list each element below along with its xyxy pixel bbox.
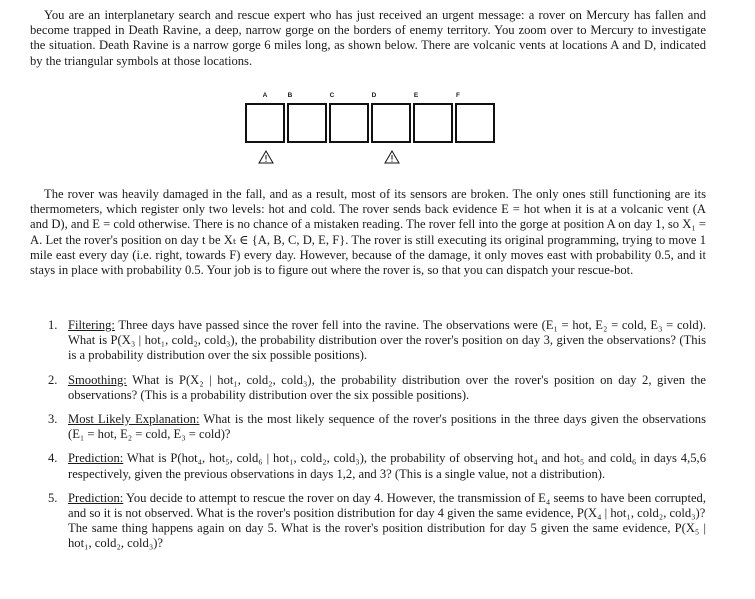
- rover-text: The rover was heavily damaged in the fall, and as a result, most of its sensors are broken. The only ones still functioning are its thermometers, which register only two levels: hot and cold. The rover sends back evidence E = hot when it is at a volcanic vent (A and D), and E = cold otherwise. There is no chance of a mistaken reading. The rover fell into the gorge at position A on day 1, so X₁ = A. Let the rover's position on day t be Xₜ ∈ {A, B, C, D, E, F}. The rover is still executing its original programming, trying to move 1 mile east every day (i.e. right, towards F) every day. However, because of the damage, it only moves east with probability 0.5, and it stays in place with probability 0.5. Your job is to figure out where the rover is, so that you can dispatch your rescue-bot.: [30, 187, 706, 278]
- vent-a-triangle-icon: [258, 150, 274, 164]
- cell-e: [413, 103, 453, 143]
- question-number: 2.: [48, 372, 58, 387]
- cell-label-e: E: [413, 92, 419, 99]
- question-4: [48, 451, 706, 481]
- cell-label-d: D: [371, 92, 377, 99]
- question-number: 3.: [48, 412, 58, 427]
- question-label: Most Likely Explanation:: [68, 412, 200, 427]
- rover-paragraph: [30, 187, 706, 278]
- question-number: 5.: [48, 490, 58, 505]
- cell-a: [245, 103, 285, 143]
- question-text: Three days have passed since the rover fell into the ravine. The observations were (E₁ = hot, E₂ = cold, E₃ = cold). What is P(X₃ | hot₁, cold₂, cold₃), the probability distribution over the rover's position on day 3, given the observations? (This is a probability distribution over the six possible positions).: [68, 318, 706, 363]
- question-list: [48, 318, 706, 561]
- question-text: What is the most likely sequence of the rover's positions in the three days given the observations (E₁ = hot, E₂ = cold, E₃ = cold)?: [68, 412, 706, 442]
- cell-f: [455, 103, 495, 143]
- cell-b: [287, 103, 327, 143]
- cell-label-f: F: [456, 92, 460, 99]
- question-label: Prediction:: [68, 490, 124, 505]
- cell-label-b: B: [287, 92, 293, 99]
- question-label: Filtering:: [68, 318, 115, 332]
- question-label: Smoothing:: [68, 372, 127, 387]
- cell-label-a: A: [262, 92, 268, 99]
- cell-c: [329, 103, 369, 143]
- question-text: You decide to attempt to rescue the rover on day 4. However, the transmission of E₄ seems to have been corrupted, and so it is not observed. What is the rover's position distribution for day 4 given the same evidence, P(X₄ | hot₁, cold₂, cold₃)?: [68, 490, 706, 521]
- question-label: Prediction:: [68, 451, 124, 466]
- intro-paragraph: [30, 8, 706, 69]
- question-3: [48, 412, 706, 442]
- question-number: 1.: [48, 318, 58, 332]
- question-2: [48, 373, 706, 403]
- intro-text: You are an interplanetary search and rescue expert who has just received an urgent message: a rover on Mercury has fallen and become trapped in Death Ravine, a deep, narrow gorge on the borders of enemy territory. You zoom over to Mercury to investigate the situation. Death Ravine is a narrow gorge 6 miles long, as shown below. There are volcanic vents at locations A and D, indicated by the triangular symbols at those locations.: [30, 8, 706, 68]
- vent-d-triangle-icon: [384, 150, 400, 164]
- question-number: 4.: [48, 451, 58, 466]
- question-5: [48, 491, 706, 552]
- question-1: [48, 318, 706, 364]
- question-text: What is P(hot₄, hot₅, cold₆ | hot₁, cold₂, cold₃), the probability of observing hot₄ and hot₅ and cold₆ in days 4,5,6 respectively, given the previous observations in days 1,2, and 3? (This is a single value, not a distribution).: [68, 451, 706, 481]
- question-text: What is P(X₂ | hot₁, cold₂, cold₃), the probability distribution over the rover's position on day 2, given the observations? (This is a probability distribution over the six possible positions).: [68, 372, 706, 402]
- cell-label-c: C: [329, 92, 335, 99]
- cell-d: [371, 103, 411, 143]
- question-followup: The same thing happens again on day 5. What is the rover's position distribution for day 5 given the same evidence, P(X₅ | hot₁, cold₂, cold₃)?: [68, 521, 706, 551]
